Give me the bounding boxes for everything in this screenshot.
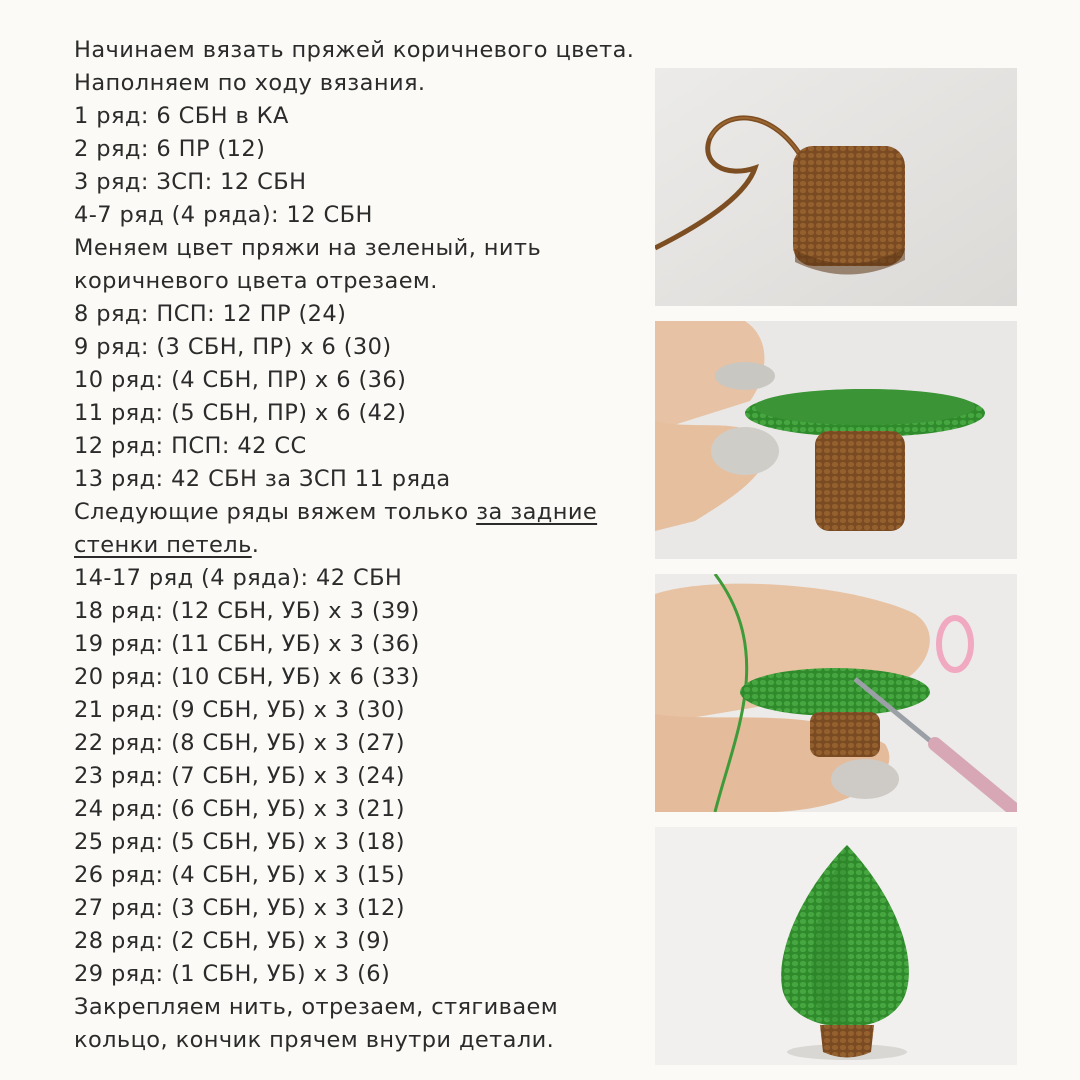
instruction-line: 20 ряд: (10 СБН, УБ) х 6 (33) (74, 664, 420, 690)
back-loops-prefix: Следующие ряды вяжем только (74, 499, 477, 525)
back-loops-underlined-2: стенки петель (74, 532, 252, 558)
instruction-line: Наполняем по ходу вязания. (74, 70, 426, 96)
brown-trunk-photo (655, 68, 1017, 306)
instruction-line: 11 ряд: (5 СБН, ПР) х 6 (42) (74, 400, 407, 426)
instruction-line: 4-7 ряд (4 ряда): 12 СБН (74, 202, 373, 228)
instruction-line: 8 ряд: ПСП: 12 ПР (24) (74, 301, 347, 327)
green-base-photo (655, 321, 1017, 559)
back-loops-note (74, 496, 646, 529)
instruction-line: 14-17 ряд (4 ряда): 42 СБН (74, 565, 403, 591)
pattern-instructions (74, 34, 646, 1057)
instruction-line: 2 ряд: 6 ПР (12) (74, 136, 266, 162)
instruction-line: 27 ряд: (3 СБН, УБ) х 3 (12) (74, 895, 405, 921)
instruction-line: 29 ряд: (1 СБН, УБ) х 3 (6) (74, 961, 391, 987)
back-loops-note-2 (74, 529, 646, 562)
finished-tree-photo (655, 827, 1017, 1065)
instruction-line: 10 ряд: (4 СБН, ПР) х 6 (36) (74, 367, 407, 393)
instruction-line: 12 ряд: ПСП: 42 СС (74, 433, 307, 459)
instruction-line: 25 ряд: (5 СБН, УБ) х 3 (18) (74, 829, 405, 855)
instruction-line: 24 ряд: (6 СБН, УБ) х 3 (21) (74, 796, 405, 822)
back-loops-underlined-1: за задние (476, 499, 598, 525)
instruction-line: Меняем цвет пряжи на зеленый, нить (74, 235, 542, 261)
instruction-line: 26 ряд: (4 СБН, УБ) х 3 (15) (74, 862, 405, 888)
instruction-line: 22 ряд: (8 СБН, УБ) х 3 (27) (74, 730, 405, 756)
instruction-line: 19 ряд: (11 СБН, УБ) х 3 (36) (74, 631, 420, 657)
instruction-line: 3 ряд: ЗСП: 12 СБН (74, 169, 307, 195)
instruction-line: 18 ряд: (12 СБН, УБ) х 3 (39) (74, 598, 420, 624)
instruction-line: Начинаем вязать пряжей коричневого цвета. (74, 37, 635, 63)
instruction-line: кольцо, кончик прячем внутри детали. (74, 1027, 555, 1053)
instruction-line: 1 ряд: 6 СБН в КА (74, 103, 289, 129)
instruction-line: 13 ряд: 42 СБН за ЗСП 11 ряда (74, 466, 451, 492)
instruction-line: 21 ряд: (9 СБН, УБ) х 3 (30) (74, 697, 405, 723)
instruction-line: 28 ряд: (2 СБН, УБ) х 3 (9) (74, 928, 391, 954)
crochet-hook-photo (655, 574, 1017, 812)
back-loops-suffix: . (251, 532, 260, 558)
instruction-line: коричневого цвета отрезаем. (74, 268, 438, 294)
instruction-line: 9 ряд: (3 СБН, ПР) х 6 (30) (74, 334, 392, 360)
instruction-line: 23 ряд: (7 СБН, УБ) х 3 (24) (74, 763, 405, 789)
instruction-line: Закрепляем нить, отрезаем, стягиваем (74, 994, 559, 1020)
